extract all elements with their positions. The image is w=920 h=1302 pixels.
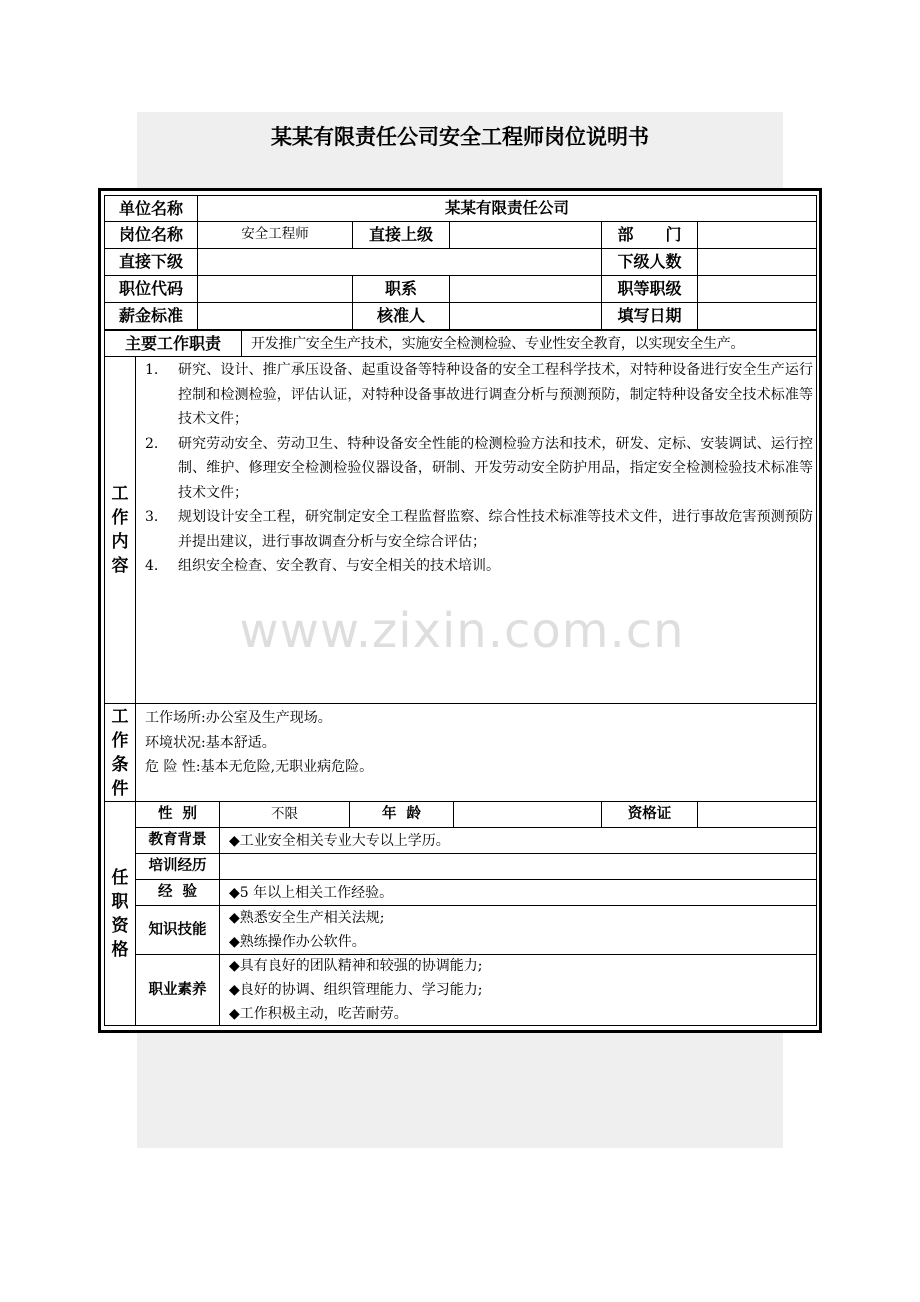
education-line: ◆工业安全相关专业大专以上学历。 bbox=[229, 832, 450, 849]
quality-line: ◆具有良好的团队精神和较强的协调能力; bbox=[229, 958, 483, 974]
hazard-line: 危 险 性:基本无危险,无职业病危险。 bbox=[145, 759, 374, 775]
post-code-label: 职位代码 bbox=[118, 279, 183, 298]
salary-label: 薪金标准 bbox=[118, 306, 183, 325]
work-content-label-char: 作 bbox=[111, 508, 129, 528]
fill-date-label: 填写日期 bbox=[617, 306, 682, 325]
qualifications-label bbox=[105, 802, 135, 1025]
age-label: 年 龄 bbox=[381, 806, 422, 823]
approver-label: 核准人 bbox=[376, 306, 425, 325]
skills-value bbox=[229, 906, 816, 954]
list-item bbox=[145, 554, 813, 579]
list-item-number: 2. bbox=[145, 435, 159, 452]
work-conditions-label bbox=[105, 704, 135, 801]
post-name-value: 安全工程师 bbox=[241, 226, 309, 243]
training-value bbox=[220, 854, 816, 879]
list-item-number: 4. bbox=[145, 558, 159, 574]
work-conditions-label-char: 条 bbox=[111, 754, 129, 775]
main-duty-value: 开发推广安全生产技术，实施安全检测检验、专业性安全教育，以实现安全生产。 bbox=[251, 335, 745, 352]
subordinate-count-label: 下级人数 bbox=[617, 252, 682, 271]
quality-line: ◆良好的协调、组织管理能力、学习能力; bbox=[229, 982, 483, 998]
education-label: 教育背景 bbox=[148, 832, 207, 849]
list-item-text: 研究、设计、推广承压设备、起重设备等特种设备的安全工程科学技术，对特种设备进行安全生产运行控制和检测检验，评估认证，对特种设备事故进行调查分析与预测预防，制定特种设备安全技术标准等技术文件； bbox=[178, 362, 813, 427]
qualifications-label-char: 资 bbox=[111, 915, 129, 936]
unit-name-label: 单位名称 bbox=[118, 198, 183, 218]
direct-superior-value bbox=[450, 222, 601, 248]
work-conditions-text bbox=[145, 706, 373, 780]
experience-value bbox=[220, 880, 816, 905]
gender-label: 性 别 bbox=[157, 806, 198, 823]
unit-name-value: 某某有限责任公司 bbox=[444, 198, 569, 217]
job-family-label: 职系 bbox=[384, 279, 417, 298]
list-item-number: 1. bbox=[145, 362, 159, 378]
document-title: 某某有限责任公司安全工程师岗位说明书 bbox=[271, 125, 649, 149]
work-conditions-label-char: 件 bbox=[111, 778, 129, 799]
quality-line: ◆工作积极主动，吃苦耐劳。 bbox=[229, 1006, 408, 1022]
professional-quality-label: 职业素养 bbox=[148, 981, 207, 998]
skills-label: 知识技能 bbox=[148, 921, 207, 938]
department-label: 部 门 bbox=[617, 225, 682, 244]
main-duty-label: 主要工作职责 bbox=[124, 333, 221, 353]
approver-value bbox=[450, 303, 601, 329]
salary-value bbox=[198, 303, 352, 329]
department-value bbox=[698, 222, 816, 248]
professional-quality-value bbox=[229, 955, 816, 1025]
list-item bbox=[145, 358, 813, 432]
fill-date-value bbox=[698, 303, 816, 329]
age-value bbox=[454, 802, 601, 827]
list-item bbox=[145, 505, 813, 554]
post-name-label: 岗位名称 bbox=[118, 225, 183, 244]
environment-line: 环境状况:基本舒适。 bbox=[145, 734, 276, 751]
subordinate-count-value bbox=[698, 249, 816, 275]
work-content-label-char: 工 bbox=[111, 484, 129, 504]
list-item-text: 组织安全检查、安全教育、与安全相关的技术培训。 bbox=[178, 558, 500, 574]
work-place-line: 工作场所:办公室及生产现场。 bbox=[145, 710, 332, 726]
certificate-label: 资格证 bbox=[627, 806, 672, 823]
experience-label: 经 验 bbox=[157, 884, 198, 901]
work-conditions-label-char: 作 bbox=[111, 730, 129, 751]
post-code-value bbox=[198, 276, 352, 302]
education-value bbox=[220, 828, 816, 853]
list-item bbox=[145, 432, 813, 506]
job-grade-label: 职等职级 bbox=[617, 279, 682, 298]
qualifications-label-char: 职 bbox=[111, 891, 129, 912]
work-content-label bbox=[105, 357, 135, 703]
skills-line: ◆熟悉安全生产相关法规; bbox=[229, 910, 385, 926]
list-item-text: 研究劳动安全、劳动卫生、特种设备安全性能的检测检验方法和技术，研发、定标、安装调试、运行控制、维护、修理安全检测检验仪器设备，研制、开发劳动安全防护用品，指定安全检测检验技术标准等技术文件； bbox=[178, 435, 813, 501]
work-content-label-char: 容 bbox=[111, 556, 129, 576]
work-content-list bbox=[145, 358, 813, 579]
job-family-value bbox=[450, 276, 601, 302]
direct-superior-label: 直接上级 bbox=[368, 225, 433, 244]
qualifications-label-char: 格 bbox=[111, 939, 129, 960]
experience-line: ◆5 年以上相关工作经验。 bbox=[229, 884, 394, 901]
gender-value: 不限 bbox=[271, 805, 298, 822]
work-conditions-label-char: 工 bbox=[111, 706, 129, 727]
direct-subordinate-label: 直接下级 bbox=[118, 252, 183, 271]
direct-subordinate-value bbox=[198, 249, 601, 275]
certificate-value bbox=[698, 802, 816, 827]
qualifications-label-char: 任 bbox=[111, 867, 129, 888]
work-content-label-char: 内 bbox=[111, 532, 129, 552]
skills-line: ◆熟练操作办公软件。 bbox=[229, 934, 366, 950]
training-label: 培训经历 bbox=[148, 858, 207, 875]
job-grade-value bbox=[698, 276, 816, 302]
list-item-number: 3. bbox=[145, 509, 159, 525]
list-item-text: 规划设计安全工程，研究制定安全工程监督监察、综合性技术标准等技术文件，进行事故危害预测预防并提出建议，进行事故调查分析与安全综合评估； bbox=[178, 509, 813, 550]
